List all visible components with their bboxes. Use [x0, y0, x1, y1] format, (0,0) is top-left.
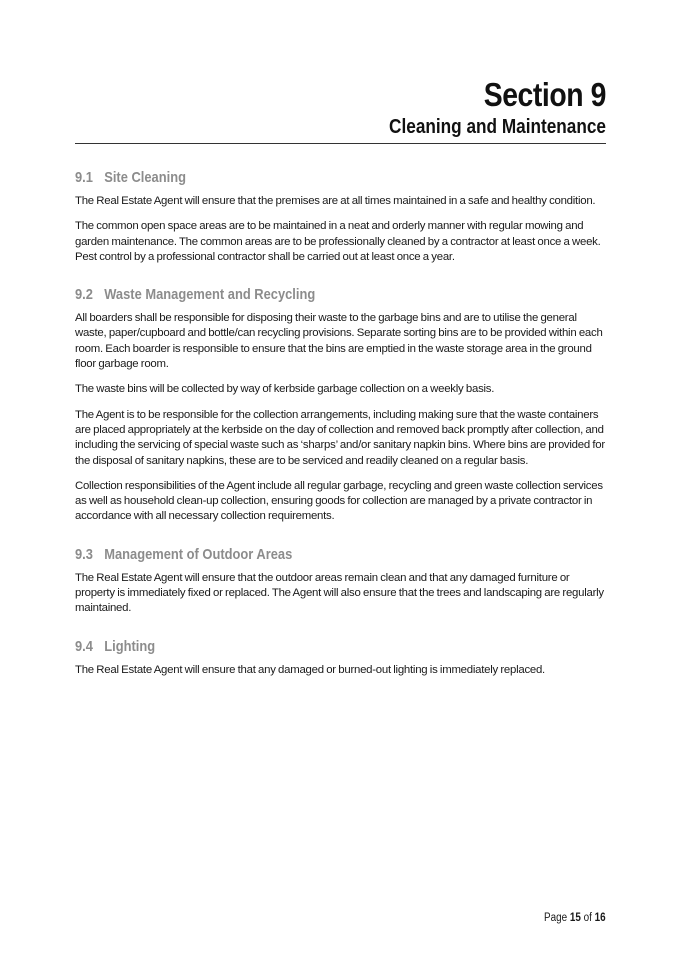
- section-heading-title: Waste Management and Recycling: [104, 286, 316, 304]
- section-heading-number: 9.2: [75, 286, 93, 304]
- page-label: Page: [544, 912, 568, 924]
- section-9-3: [75, 545, 606, 617]
- section-header: [75, 76, 606, 139]
- paragraph: The Real Estate Agent will ensure that the outdoor areas remain clean and that any damaged furniture or property is immediately fixed or replaced. The Agent will also ensure that the trees and landscaping are regularly maintained.: [75, 571, 604, 615]
- current-page-number: 15: [570, 912, 582, 924]
- section-9-4: [75, 637, 606, 678]
- section-heading: [75, 545, 532, 565]
- paragraph: The common open space areas are to be maintained in a neat and orderly manner with regular mowing and garden maintenance. The common areas are to be professionally cleaned by a contractor at least once a week. Pest control by a professional contractor shall be carried out at least once a year.: [75, 220, 601, 263]
- section-heading: [75, 168, 532, 188]
- page-number-footer: [544, 912, 606, 924]
- of-label: of: [583, 912, 593, 924]
- section-title: Cleaning and Maintenance: [389, 116, 606, 138]
- total-pages-number: 16: [594, 912, 606, 924]
- paragraph: All boarders shall be responsible for disposing their waste to the garbage bins and are to utilise the general waste, paper/cupboard and bottle/can recycling provisions. Separate sorting bins are to be provided within each room. Each boarder is responsible to ensure that the bins are emptied in the waste storage area in the ground floor garbage room.: [75, 312, 603, 371]
- document-body: [75, 168, 606, 690]
- header-divider: [75, 143, 606, 144]
- section-heading-number: 9.4: [75, 637, 93, 655]
- section-9-1: [75, 168, 606, 265]
- paragraph: The waste bins will be collected by way of kerbside garbage collection on a weekly basis.: [75, 383, 495, 396]
- section-9-2: [75, 285, 606, 525]
- section-heading-title: Lighting: [104, 637, 156, 655]
- paragraph: Collection responsibilities of the Agent include all regular garbage, recycling and green waste collection services as well as household clean-up collection, ensuring goods for collection are managed by a private contractor in accordance with all necessary collection requirements.: [75, 479, 603, 523]
- section-heading-title: Management of Outdoor Areas: [104, 545, 293, 563]
- section-number: Section 9: [483, 76, 606, 113]
- section-heading: [75, 637, 532, 657]
- paragraph: The Real Estate Agent will ensure that any damaged or burned-out lighting is immediately replaced.: [75, 663, 545, 676]
- section-heading: [75, 285, 532, 305]
- section-heading-number: 9.3: [75, 545, 93, 563]
- paragraph: The Real Estate Agent will ensure that the premises are at all times maintained in a safe and healthy condition.: [75, 195, 596, 207]
- paragraph: The Agent is to be responsible for the collection arrangements, including making sure that the waste containers are placed appropriately at the kerbside on the day of collection and removed back promptly after collection, and including the servicing of special waste such as ‘sharps’ and/or sanitary napkin bins. Where bins are provided for the disposal of sanitary napkins, these are to be serviced and readily cleaned on a regular basis.: [75, 408, 605, 467]
- section-heading-number: 9.1: [75, 169, 93, 186]
- section-heading-title: Site Cleaning: [104, 169, 186, 186]
